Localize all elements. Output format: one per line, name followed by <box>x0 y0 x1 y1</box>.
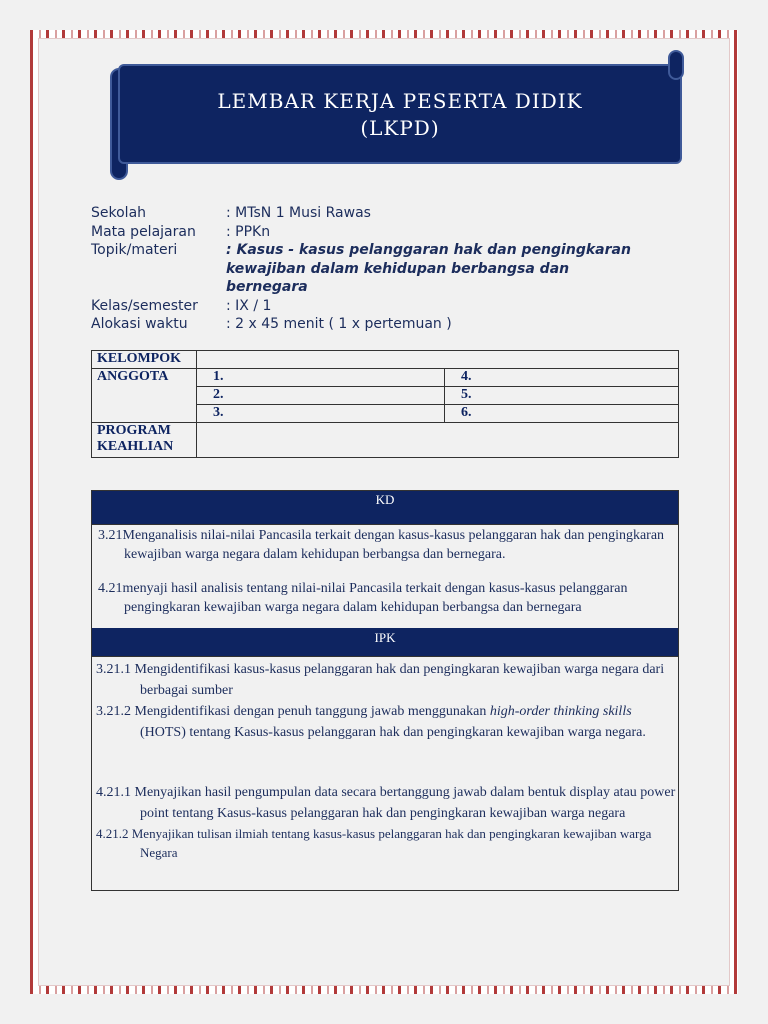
ipk-item-3-21-2-post: (HOTS) tentang Kasus-kasus pelanggaran hak dan pengingkaran kewajiban warga negara. <box>140 725 646 740</box>
ipk-body <box>92 659 678 890</box>
group-table <box>91 350 679 458</box>
info-row-mapel <box>91 223 636 242</box>
kd-body <box>92 525 678 617</box>
ipk-item-3-21-2-em: high-order thinking skills <box>489 704 632 719</box>
member-2[interactable]: 2. <box>197 387 445 405</box>
info-row-alokasi <box>91 315 636 334</box>
alokasi-value: : 2 x 45 menit ( 1 x pertemuan ) <box>226 316 452 332</box>
mapel-label: Mata pelajaran <box>91 223 196 240</box>
divider <box>92 656 678 657</box>
program-field[interactable] <box>197 423 679 458</box>
kd-header: KD <box>92 491 678 524</box>
kelompok-label: KELOMPOK <box>92 351 197 369</box>
ipk-item-3-21-2 <box>92 701 678 743</box>
info-row-kelas <box>91 297 636 316</box>
spacer <box>92 862 678 890</box>
table-row <box>92 423 679 458</box>
kd-item-4-21: 4.21menyaji hasil analisis tentang nilai-nilai Pancasila terkait dengan kasus-kasus pelanggaran pengingkaran kewajiban warga negara dalam kehidupan berbangsa dan bernegara <box>98 581 628 615</box>
ipk-item-3-21-2-pre: 3.21.2 Mengidentifikasi dengan penuh tanggung jawab menggunakan <box>96 704 490 719</box>
kelas-value: : IX / 1 <box>226 297 272 314</box>
info-row-sekolah <box>91 204 636 223</box>
member-6[interactable]: 6. <box>445 405 679 423</box>
title-banner <box>110 64 682 164</box>
identity-block <box>91 204 636 334</box>
ipk-item-4-21-2: 4.21.2 Menyajikan tulisan ilmiah tentang kasus-kasus pelanggaran hak dan pengingkaran kewajiban warga Negara <box>96 826 652 860</box>
kd-ipk-table <box>91 490 679 891</box>
kd-item-3-21: 3.21Menganalisis nilai-nilai Pancasila terkait dengan kasus-kasus pelanggaran hak dan pengingkaran kewajiban warga negara dalam kehidupan berbangsa dan bernegara. <box>98 528 665 562</box>
sekolah-value: : MTsN 1 Musi Rawas <box>226 205 371 221</box>
kelas-label: Kelas/semester <box>91 297 198 314</box>
table-row <box>92 351 679 369</box>
mapel-value: : PPKn <box>226 223 271 240</box>
info-row-topik <box>91 241 636 297</box>
program-label-line1: PROGRAM <box>97 423 171 438</box>
ipk-header: IPK <box>92 628 678 656</box>
member-5[interactable]: 5. <box>445 387 679 405</box>
spacer <box>92 617 678 628</box>
alokasi-label: Alokasi waktu <box>91 316 188 332</box>
scroll-right-roll <box>668 50 684 80</box>
kelompok-field[interactable] <box>197 351 679 369</box>
ipk-item-4-21-1: 4.21.1 Menyajikan hasil pengumpulan data secara bertanggung jawab dalam bentuk display atau power point tentang Kasus-kasus pelanggaran hak dan pengingkaran kewajiban warga negara <box>96 785 676 821</box>
anggota-label: ANGGOTA <box>92 369 197 423</box>
title-line-1: LEMBAR KERJA PESERTA DIDIK <box>217 89 583 113</box>
page-title <box>118 88 682 142</box>
program-label <box>92 423 197 458</box>
member-3[interactable]: 3. <box>197 405 445 423</box>
member-4[interactable]: 4. <box>445 369 679 387</box>
sekolah-label: Sekolah <box>91 205 147 221</box>
topik-value: : Kasus - kasus pelanggaran hak dan pengingkaran kewajiban dalam kehidupan berbangsa dan bernegara <box>226 242 631 295</box>
title-line-2: (LKPD) <box>360 116 440 140</box>
ipk-item-3-21-1: 3.21.1 Mengidentifikasi kasus-kasus pelanggaran hak dan pengingkaran kewajiban warga negara dari berbagai sumber <box>96 662 665 698</box>
topik-label: Topik/materi <box>91 242 178 258</box>
member-1[interactable]: 1. <box>197 369 445 387</box>
table-row <box>92 369 679 387</box>
program-label-line2: KEAHLIAN <box>97 439 174 454</box>
